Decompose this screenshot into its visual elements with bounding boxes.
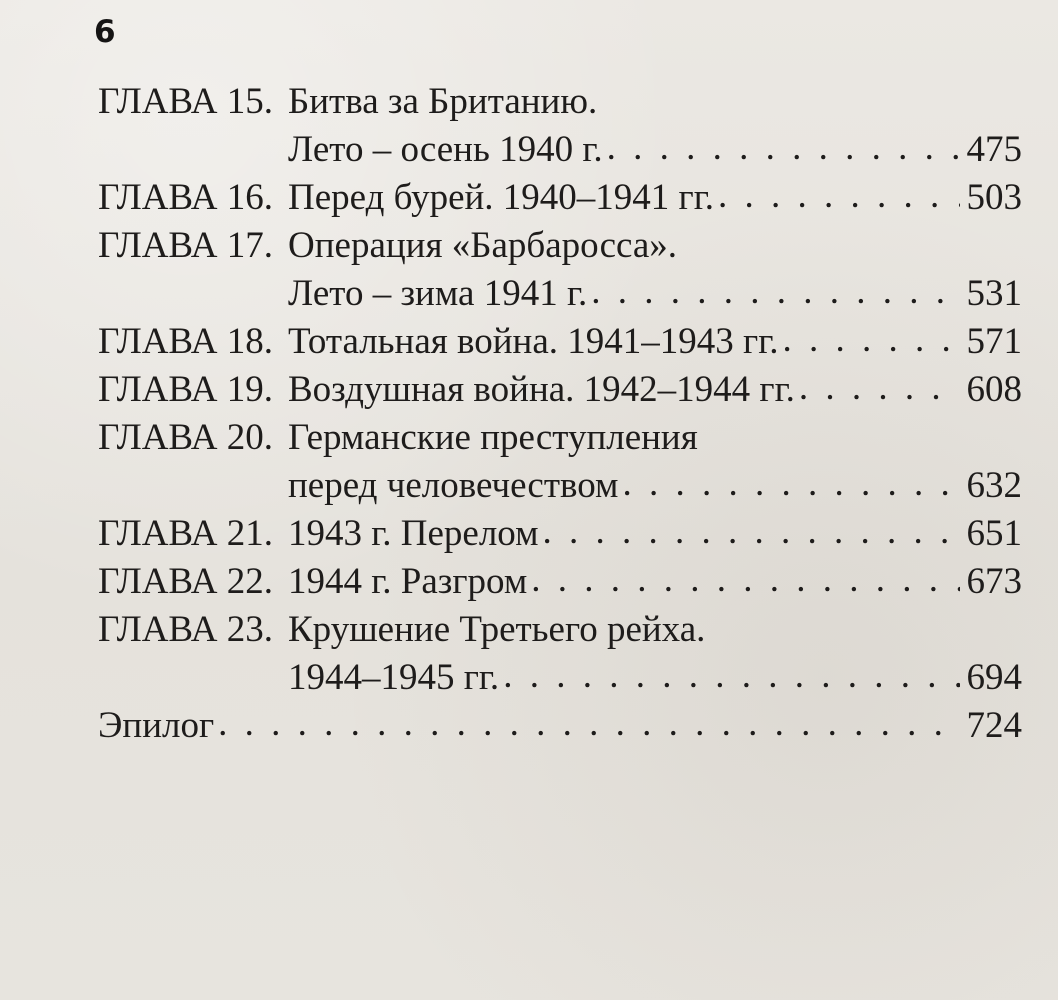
chapter-title bbox=[98, 702, 1022, 750]
chapter-title bbox=[288, 222, 1022, 270]
chapter-title bbox=[288, 558, 1022, 606]
page-reference: 531 bbox=[966, 273, 1022, 314]
page-number: 6 bbox=[94, 14, 116, 50]
leader-dots bbox=[782, 316, 960, 364]
page-reference: 632 bbox=[966, 465, 1022, 506]
leader-dots bbox=[543, 508, 961, 556]
chapter-title-text: Тотальная война. 1941–1943 гг. bbox=[288, 321, 779, 362]
toc-entry-23-line-1 bbox=[98, 606, 1022, 654]
chapter-title bbox=[288, 174, 1022, 222]
toc-entry-23-line-2 bbox=[98, 654, 1022, 702]
chapter-title-text: Перед бурей. 1940–1941 гг. bbox=[288, 177, 714, 218]
chapter-title-text: Эпилог bbox=[98, 705, 215, 746]
page-reference: 503 bbox=[966, 177, 1022, 218]
leader-dots bbox=[799, 364, 960, 412]
chapter-title bbox=[288, 414, 1022, 462]
page-reference: 571 bbox=[966, 321, 1022, 362]
page-reference: 651 bbox=[966, 513, 1022, 554]
leader-dots bbox=[607, 124, 960, 172]
chapter-title bbox=[288, 270, 1022, 318]
chapter-title-text: 1944 г. Разгром bbox=[288, 561, 528, 602]
toc-entry-15-line-1 bbox=[98, 78, 1022, 126]
toc-entry-17-line-1 bbox=[98, 222, 1022, 270]
page-reference: 673 bbox=[966, 561, 1022, 602]
chapter-label: ГЛАВА 19. bbox=[98, 369, 273, 410]
toc-entry-20-line-2 bbox=[98, 462, 1022, 510]
chapter-label: ГЛАВА 15. bbox=[98, 81, 273, 122]
chapter-title bbox=[288, 462, 1022, 510]
leader-dots bbox=[531, 556, 960, 604]
chapter-label: ГЛАВА 20. bbox=[98, 417, 273, 458]
leader-dots bbox=[218, 700, 960, 748]
chapter-label: ГЛАВА 18. bbox=[98, 321, 273, 362]
chapter-title bbox=[288, 318, 1022, 366]
chapter-title-text: 1943 г. Перелом bbox=[288, 513, 539, 554]
leader-dots bbox=[622, 460, 960, 508]
table-of-contents bbox=[98, 78, 1022, 750]
chapter-title-text: Крушение Третьего рейха. bbox=[288, 609, 706, 650]
page-reference: 694 bbox=[966, 657, 1022, 698]
toc-entry-15-line-2 bbox=[98, 126, 1022, 174]
page-reference: 475 bbox=[966, 129, 1022, 170]
chapter-label: ГЛАВА 23. bbox=[98, 609, 273, 650]
page-reference: 724 bbox=[966, 705, 1022, 746]
chapter-title-text: Лето – зима 1941 г. bbox=[288, 273, 588, 314]
toc-entry-22 bbox=[98, 558, 1022, 606]
toc-entry-epilogue bbox=[98, 702, 1022, 750]
toc-entry-20-line-1 bbox=[98, 414, 1022, 462]
chapter-title bbox=[288, 606, 1022, 654]
toc-entry-21 bbox=[98, 510, 1022, 558]
toc-entry-16 bbox=[98, 174, 1022, 222]
leader-dots bbox=[591, 268, 960, 316]
page-reference: 608 bbox=[966, 369, 1022, 410]
leader-dots bbox=[503, 652, 960, 700]
chapter-title bbox=[288, 366, 1022, 414]
chapter-title-text: Воздушная война. 1942–1944 гг. bbox=[288, 369, 795, 410]
chapter-label: ГЛАВА 22. bbox=[98, 561, 273, 602]
chapter-label: ГЛАВА 16. bbox=[98, 177, 273, 218]
toc-entry-17-line-2 bbox=[98, 270, 1022, 318]
chapter-title bbox=[288, 78, 1022, 126]
chapter-title-text: перед человечеством bbox=[288, 465, 619, 506]
chapter-title-text: Битва за Британию. bbox=[288, 81, 598, 122]
chapter-title-text: Операция «Барбаросса». bbox=[288, 225, 678, 266]
chapter-title-text: 1944–1945 гг. bbox=[288, 657, 500, 698]
chapter-label: ГЛАВА 17. bbox=[98, 225, 273, 266]
chapter-title bbox=[288, 654, 1022, 702]
leader-dots bbox=[718, 172, 960, 220]
chapter-title bbox=[288, 126, 1022, 174]
toc-entry-18 bbox=[98, 318, 1022, 366]
chapter-label: ГЛАВА 21. bbox=[98, 513, 273, 554]
toc-entry-19 bbox=[98, 366, 1022, 414]
chapter-title-text: Германские преступления bbox=[288, 417, 698, 458]
chapter-title bbox=[288, 510, 1022, 558]
chapter-title-text: Лето – осень 1940 г. bbox=[288, 129, 603, 170]
